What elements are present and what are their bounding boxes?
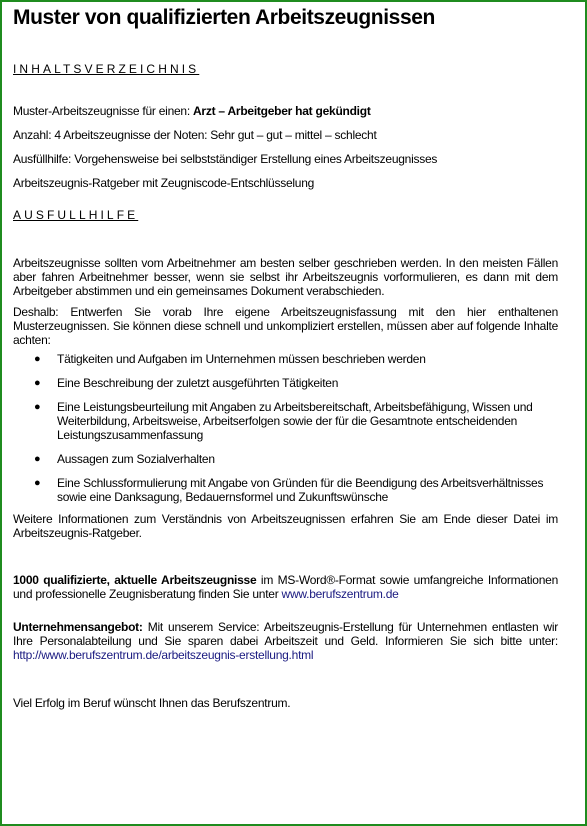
toc-item-count: Anzahl: 4 Arbeitszeugnisse der Noten: Sehr gut – gut – mittel – schlecht (13, 128, 377, 142)
bullet-icon: ● (34, 477, 41, 489)
document-body (13, 6, 558, 710)
ausfuellhilfe-heading: AUSFULLHILFE (13, 208, 139, 222)
list-item: ● Eine Beschreibung der zuletzt ausgeführten Tätigkeiten (34, 376, 339, 390)
offer-paragraph (13, 573, 558, 601)
website-link[interactable]: www.berufszentrum.de (281, 587, 399, 601)
closing-line: Viel Erfolg im Beruf wünscht Ihnen das Berufszentrum. (13, 696, 291, 710)
company-offer-bold: Unternehmensangebot: (13, 620, 143, 634)
document-title: Muster von qualifizierten Arbeitszeugnissen (13, 6, 435, 29)
toc-item-profession (13, 104, 558, 128)
toc-heading: INHALTSVERZEICHNIS (13, 62, 200, 76)
bullet-icon: ● (34, 377, 41, 389)
intro-paragraph-2: Deshalb: Entwerfen Sie vorab Ihre eigene Arbeitszeugnisfassung mit den hier enthaltenen Musterzeugnissen. Sie können diese schnell und unkompliziert erstellen, müssen aber auf folgende Inhalte achten: (13, 305, 558, 347)
company-offer-paragraph (13, 620, 558, 662)
list-item: ● Tätigkeiten und Aufgaben im Unternehmen müssen beschrieben werden (34, 352, 426, 366)
toc-item-profession-label: Muster-Arbeitszeugnisse für einen: (13, 104, 194, 118)
table-of-contents (13, 104, 558, 200)
company-offer-link[interactable]: http://www.berufszentrum.de/arbeitszeugnis-erstellung.html (13, 648, 314, 662)
offer-bold: 1000 qualifizierte, aktuelle Arbeitszeugnisse (13, 573, 257, 587)
bullet-icon: ● (34, 353, 41, 365)
company-offer-text: Mit unserem Service: Arbeitszeugnis-Erstellung für Unternehmen entlasten wir Ihre Personalabteilung und Sie sparen dabei Arbeitszeit und Geld. Informieren Sie sich bitte unter: (13, 620, 558, 648)
list-item: ● Eine Leistungsbeurteilung mit Angaben zu Arbeitsbereitschaft, Arbeitsbefähigung, Wissen und Weiterbildung, Arbeitsweise, Arbeitserfolgen sowie der für die Gesamtnote entscheidenden Leistungszusammenfassung (34, 400, 533, 442)
bullet-icon: ● (34, 401, 41, 413)
list-item: ● Aussagen zum Sozialverhalten (34, 452, 215, 466)
toc-item-advisor: Arbeitszeugnis-Ratgeber mit Zeugniscode-Entschlüsselung (13, 176, 315, 190)
bullet-icon: ● (34, 453, 41, 465)
intro-paragraph-1: Arbeitszeugnisse sollten vom Arbeitnehmer am besten selber geschrieben werden. In den meisten Fällen aber fahren Arbeitnehmer besser, wenn sie selbst ihr Arbeitszeugnis vorformulieren, es dann mit dem Arbeitgeber abstimmen und ein gemeinsames Dokument verabschieden. (13, 256, 558, 298)
list-item: ● Eine Schlussformulierung mit Angabe von Gründen für die Beendigung des Arbeitsverhältnisses sowie eine Danksagung, Bedauernsformel und Zukunftswünsche (34, 476, 544, 504)
toc-item-guide: Ausfüllhilfe: Vorgehensweise bei selbstständiger Erstellung eines Arbeitszeugnisses (13, 152, 438, 166)
toc-item-profession-value: Arzt – Arbeitgeber hat gekündigt (193, 104, 371, 118)
further-info-paragraph: Weitere Informationen zum Verständnis von Arbeitszeugnissen erfahren Sie am Ende dieser Datei im Arbeitszeugnis-Ratgeber. (13, 512, 558, 540)
offer-text: im MS-Word®-Format sowie umfangreiche Informationen und professionelle Zeugnisberatung finden Sie unter (13, 573, 559, 601)
requirements-list (13, 352, 558, 504)
